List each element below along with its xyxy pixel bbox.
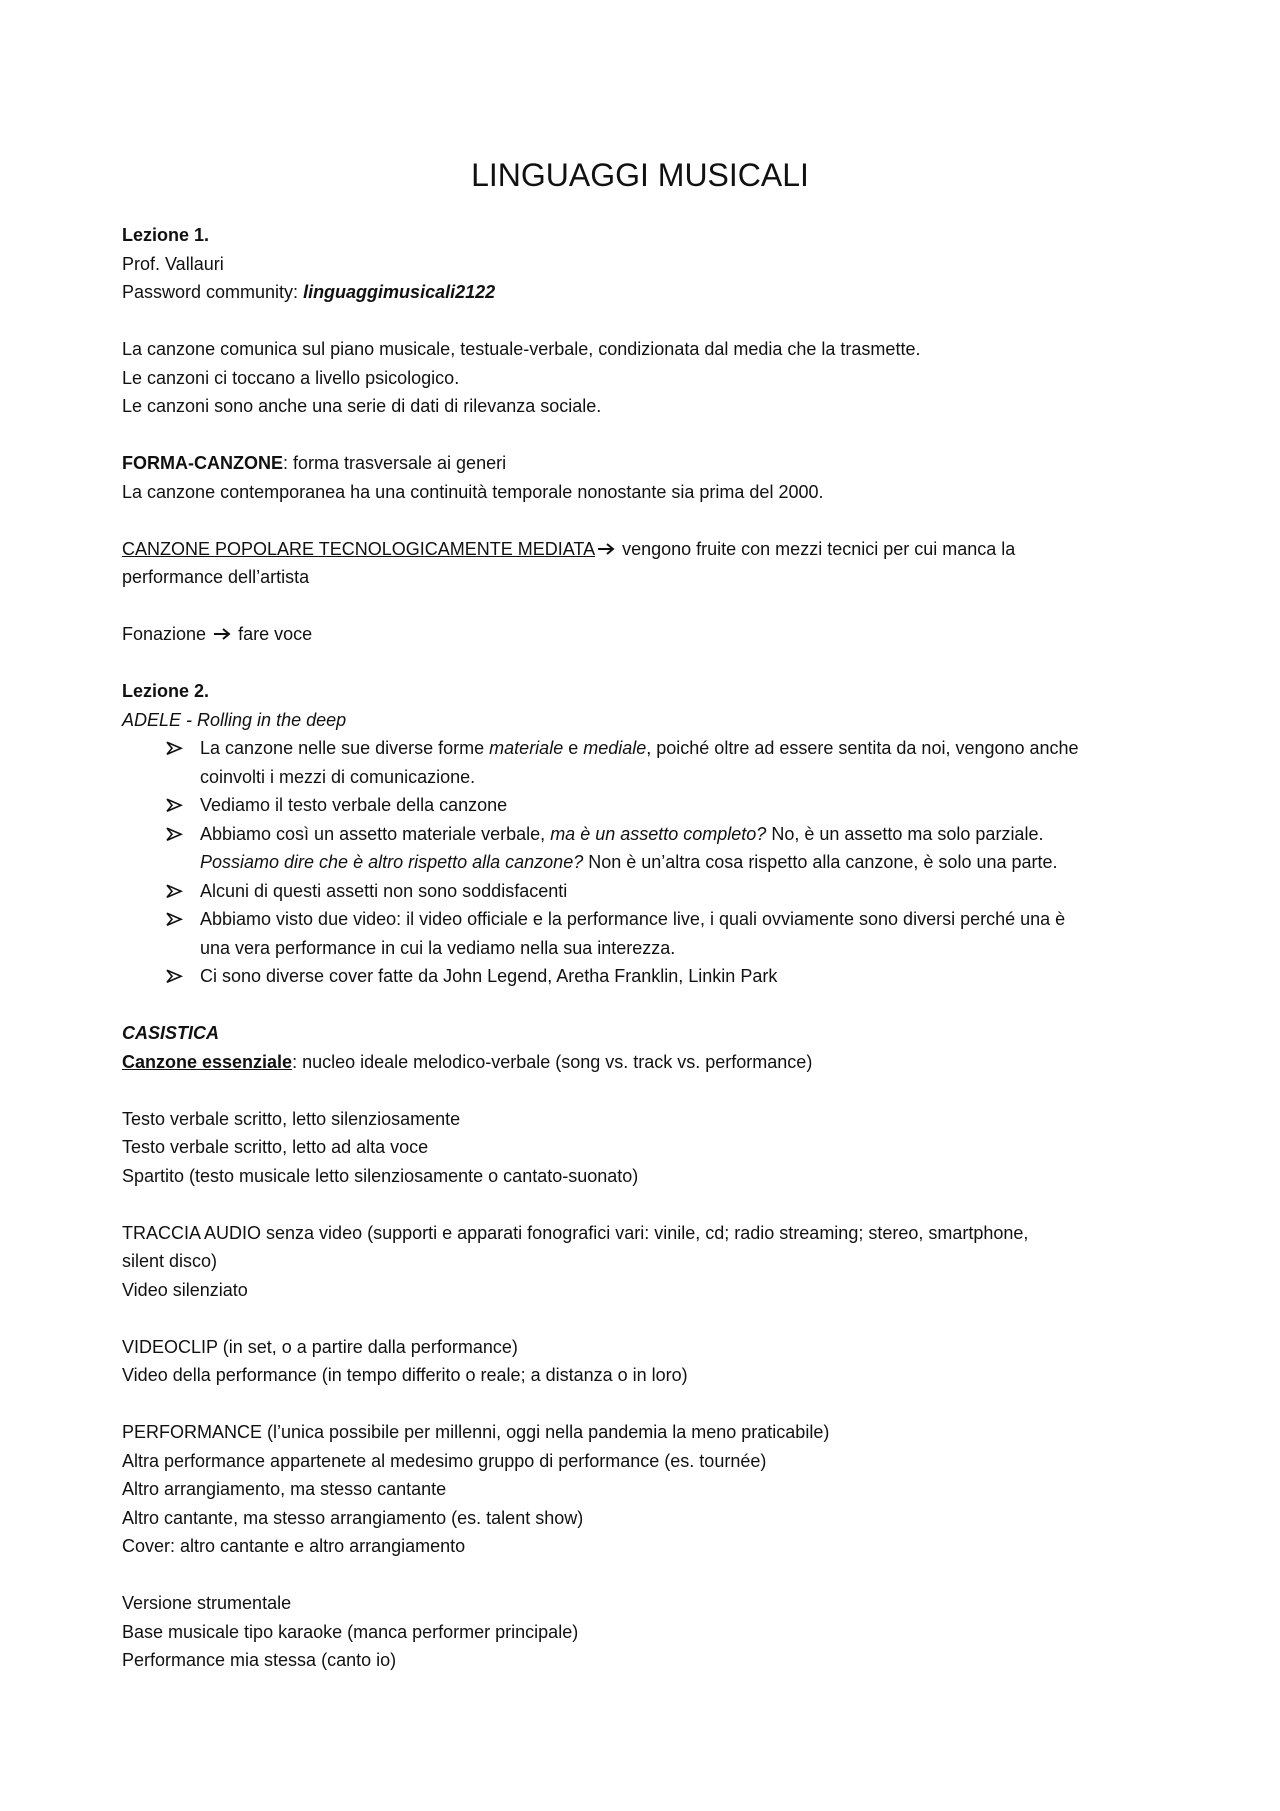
- arrowhead-bullet-icon: [164, 877, 184, 906]
- paragraph-line: performance dell’artista: [122, 567, 310, 587]
- text-span: Non è un’altra cosa rispetto alla canzone, è solo una parte.: [583, 852, 1058, 872]
- lesson1-heading: Lezione 1.: [122, 225, 210, 245]
- list-item: [200, 962, 1172, 991]
- essenziale-label: Canzone essenziale: [122, 1051, 293, 1072]
- list-item: [200, 820, 1172, 877]
- text-span: No, è un assetto ma solo parziale.: [766, 823, 1044, 844]
- italic-span: materiale: [489, 738, 564, 758]
- list-item: Altro cantante, ma stesso arrangiamento (es. talent show): [122, 1507, 584, 1528]
- list-item: Altra performance appartenete al medesimo gruppo di performance (es. tournée): [122, 1450, 767, 1471]
- password-line: [122, 278, 1172, 307]
- list-item: Base musicale tipo karaoke (manca performer principale): [122, 1621, 579, 1642]
- text-span: , poiché oltre ad essere sentita da noi, vengono anche: [646, 738, 1079, 758]
- fonazione-term: Fonazione: [122, 624, 212, 644]
- paragraph-line: Le canzoni ci toccano a livello psicologico.: [122, 367, 460, 388]
- list-item: PERFORMANCE (l’unica possibile per millenni, oggi nella pandemia la meno praticabile): [122, 1422, 830, 1442]
- paragraph-line: La canzone contemporanea ha una continuità temporale nonostante sia prima del 2000.: [122, 481, 824, 502]
- bullet-list: [122, 734, 1172, 991]
- password-label: Password community:: [122, 282, 304, 302]
- arrowhead-bullet-icon: [164, 791, 184, 820]
- list-item: Video della performance (in tempo differito o reale; a distanza o in loro): [122, 1365, 688, 1385]
- text-span: una vera performance in cui la vediamo nella sua interezza.: [200, 937, 676, 958]
- paragraph-line: Le canzoni sono anche una serie di dati di rilevanza sociale.: [122, 396, 602, 416]
- list-item: [200, 905, 1172, 962]
- list-item: VIDEOCLIP (in set, o a partire dalla performance): [122, 1336, 518, 1357]
- song-title: ADELE - Rolling in the deep: [122, 709, 347, 730]
- list-item: Cover: altro cantante e altro arrangiamento: [122, 1536, 466, 1556]
- forma-canzone-text: : forma trasversale ai generi: [282, 453, 507, 473]
- list-item: Altro arrangiamento, ma stesso cantante: [122, 1479, 447, 1499]
- arrowhead-bullet-icon: [164, 962, 184, 991]
- text-span: Alcuni di questi assetti non sono soddisfacenti: [200, 880, 568, 901]
- list-item: silent disco): [122, 1251, 218, 1271]
- text-span: Abbiamo visto due video: il video officiale e la performance live, i quali ovviamente sono diversi perché una è: [200, 909, 1066, 929]
- text-span: e: [563, 738, 584, 758]
- forma-canzone-line: [122, 449, 1172, 478]
- list-item: Versione strumentale: [122, 1593, 292, 1613]
- text-span: coinvolti i mezzi di comunicazione.: [200, 766, 476, 787]
- arrowhead-bullet-icon: [164, 734, 184, 763]
- mediata-line: [122, 535, 1172, 564]
- essenziale-line: [122, 1048, 1172, 1077]
- text-span: Ci sono diverse cover fatte da John Legend, Aretha Franklin, Linkin Park: [200, 966, 778, 986]
- list-item: [200, 877, 1172, 906]
- list-item: [200, 791, 1172, 820]
- arrowhead-bullet-icon: [164, 905, 184, 934]
- list-item: Spartito (testo musicale letto silenziosamente o cantato-suonato): [122, 1165, 639, 1186]
- mediata-text: vengono fruite con mezzi tecnici per cui manca la: [617, 538, 1016, 559]
- prof-line: Prof. Vallauri: [122, 253, 224, 274]
- text-span: Vediamo il testo verbale della canzone: [200, 795, 508, 815]
- arrowhead-bullet-icon: [164, 820, 184, 849]
- list-item: TRACCIA AUDIO senza video (supporti e apparati fonografici vari: vinile, cd; radio streaming; stereo, smartphone,: [122, 1222, 1029, 1243]
- arrow-right-icon: [597, 542, 615, 556]
- italic-span: Possiamo dire che è altro rispetto alla canzone?: [200, 852, 584, 872]
- list-item: Testo verbale scritto, letto ad alta voce: [122, 1137, 429, 1157]
- italic-span: ma è un assetto completo?: [550, 823, 767, 844]
- forma-canzone-label: FORMA-CANZONE: [122, 453, 283, 473]
- document-body: [122, 221, 1172, 1675]
- document-title: LINGUAGGI MUSICALI: [471, 157, 809, 193]
- paragraph-line: La canzone comunica sul piano musicale, testuale-verbale, condizionata dal media che la trasmette.: [122, 339, 921, 359]
- fonazione-line: [122, 620, 1172, 649]
- mediata-label: CANZONE POPOLARE TECNOLOGICAMENTE MEDIATA: [122, 538, 596, 559]
- list-item: Performance mia stessa (canto io): [122, 1650, 397, 1670]
- casistica-heading: CASISTICA: [122, 1023, 220, 1043]
- list-item: Video silenziato: [122, 1279, 248, 1300]
- arrow-right-icon: [213, 627, 231, 641]
- list-item: [200, 734, 1172, 791]
- essenziale-text: : nucleo ideale melodico-verbale (song vs. track vs. performance): [292, 1051, 813, 1072]
- password-value: linguaggimusicali2122: [303, 282, 496, 302]
- italic-span: mediale: [583, 738, 647, 758]
- fonazione-definition: fare voce: [233, 624, 313, 644]
- list-item: Testo verbale scritto, letto silenziosamente: [122, 1108, 461, 1129]
- text-span: La canzone nelle sue diverse forme: [200, 738, 490, 758]
- lesson2-heading: Lezione 2.: [122, 681, 210, 701]
- text-span: Abbiamo così un assetto materiale verbale,: [200, 823, 551, 844]
